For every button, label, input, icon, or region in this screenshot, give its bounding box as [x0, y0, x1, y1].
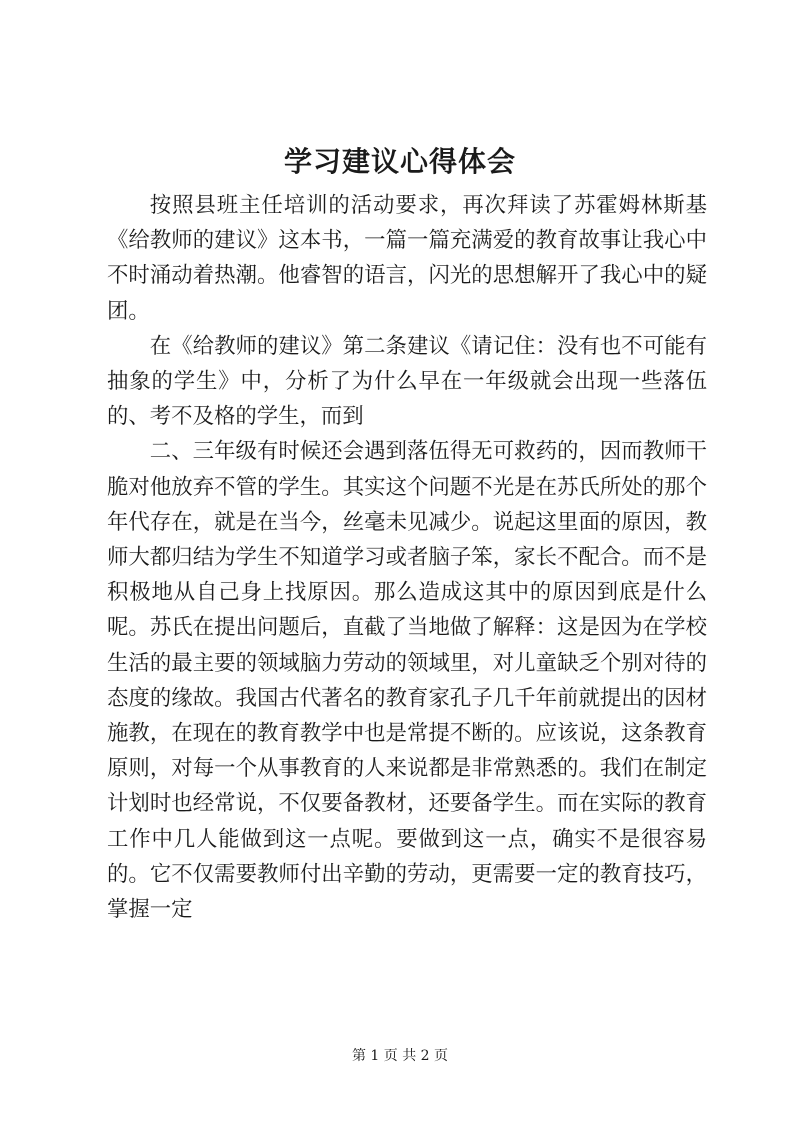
document-title: 学习建议心得体会	[283, 145, 516, 178]
page-footer: 第 1 页 共 2 页	[351, 1048, 449, 1064]
paragraph-3: 二、三年级有时候还会遇到落伍得无可救药的，因而教师干脆对他放弃不管的学生。其实这个问题不光是在苏氏所处的那个年代存在，就是在当今，丝毫未见减少。说起这里面的原因，教师大都归结为学生不知道学习或者脑子笨，家长不配合。而不是积极地从自己身上找原因。那么造成这其中的原因到底是什么呢。苏氏在提出问题后，直截了当地做了解释：这是因为在学校生活的最主要的领域脑力劳动的领域里，对儿童缺乏个别对待的态度的缘故。我国古代著名的教育家孔子几千年前就提出的因材施教，在现在的教育教学中也是常提不断的。应该说，这条教育原则，对每一个从事教育的人来说都是非常熟悉的。我们在制定计划时也经常说，不仅要备教材，还要备学生。而在实际的教育工作中几人能做到这一点呢。要做到这一点，确实不是很容易的。它不仅需要教师付出辛勤的劳动，更需要一定的教育技巧，掌握一定	[107, 439, 707, 923]
document-body	[107, 188, 707, 927]
paragraph-1: 按照县班主任培训的活动要求，再次拜读了苏霍姆林斯基《给教师的建议》这本书，一篇一篇充满爱的教育故事让我心中不时涌动着热潮。他睿智的语言，闪光的思想解开了我心中的疑团。	[107, 193, 707, 324]
paragraph-2: 在《给教师的建议》第二条建议《请记住：没有也不可能有抽象的学生》中，分析了为什么早在一年级就会出现一些落伍的、考不及格的学生，而到	[107, 333, 707, 430]
